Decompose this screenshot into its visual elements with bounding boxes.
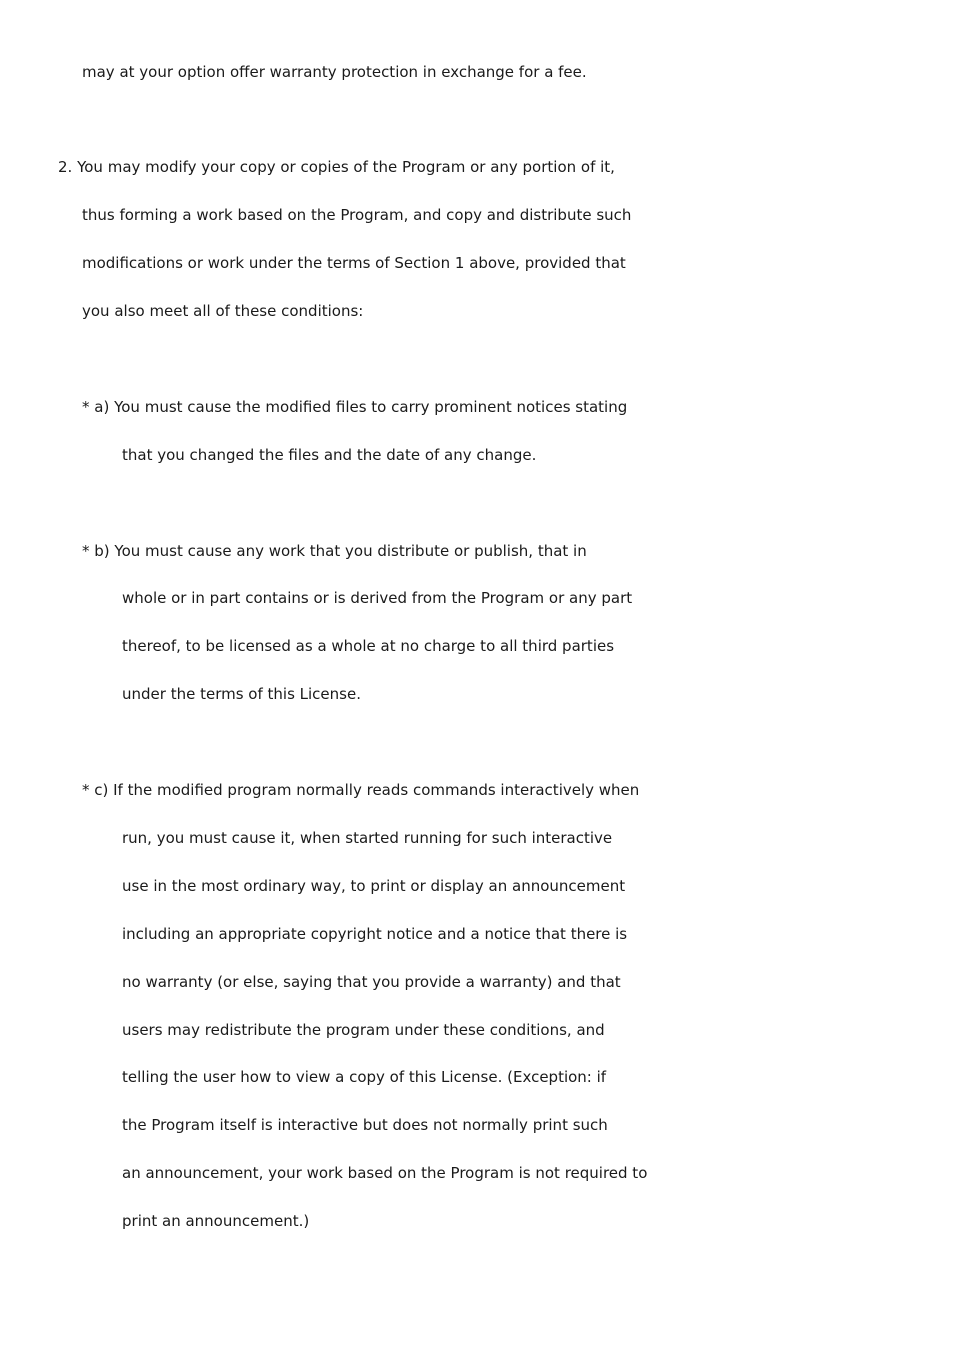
text-line: modifications or work under the terms of Section 1 above, provided that (82, 254, 626, 272)
text-line: whole or in part contains or is derived from the Program or any part (122, 589, 633, 607)
condition-b-line: * b) You must cause any work that you distribute or publish, that in (82, 542, 587, 560)
text-line: including an appropriate copyright notice and a notice that there is (122, 925, 628, 943)
text-line: no warranty (or else, saying that you provide a warranty) and that (122, 973, 621, 991)
text-line: an announcement, your work based on the Program is not required to (122, 1164, 648, 1182)
text-line: print an announcement.) (122, 1212, 310, 1230)
text-line: thereof, to be licensed as a whole at no charge to all third parties (122, 637, 615, 655)
text-line: users may redistribute the program under these conditions, and (122, 1021, 605, 1039)
text-line: may at your option offer warranty protection in exchange for a fee. (82, 63, 587, 81)
text-line: use in the most ordinary way, to print or display an announcement (122, 877, 626, 895)
text-line: the Program itself is interactive but does not normally print such (122, 1116, 608, 1134)
text-line: run, you must cause it, when started running for such interactive (122, 829, 613, 847)
text-line: that you changed the files and the date of any change. (122, 446, 537, 464)
text-line: telling the user how to view a copy of this License. (Exception: if (122, 1068, 607, 1086)
text-line: you also meet all of these conditions: (82, 302, 364, 320)
condition-c-line: * c) If the modified program normally reads commands interactively when (82, 781, 640, 799)
text-line: under the terms of this License. (122, 685, 361, 703)
condition-a-line: * a) You must cause the modified files to carry prominent notices stating (82, 398, 628, 416)
text-line: thus forming a work based on the Program, and copy and distribute such (82, 206, 632, 224)
section-2-heading-line: 2. You may modify your copy or copies of the Program or any portion of it, (58, 158, 615, 176)
